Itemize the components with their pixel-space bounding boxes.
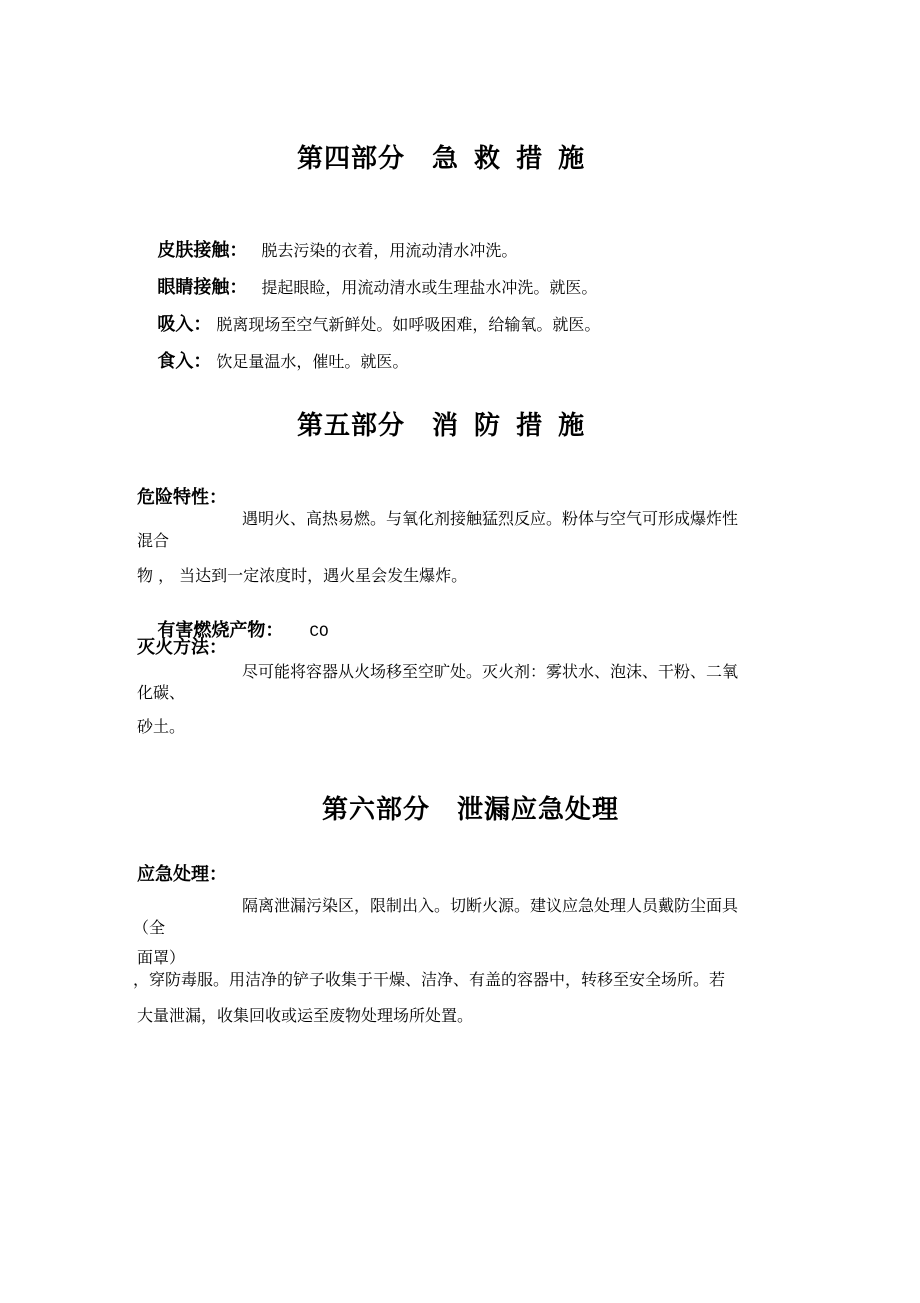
eye-contact-text: 提起眼睑，用流动清水或生理盐水冲洗。就医。 [261, 278, 598, 298]
ingestion-text: 饮足量温水，催吐。就医。 [216, 352, 409, 372]
hazard-characteristics-text-line3: 物 ， 当达到一定浓度时，遇火星会发生爆炸。 [137, 566, 468, 585]
emergency-response-text-line3: 面罩） [137, 948, 186, 967]
skin-contact-label: 皮肤接触： [157, 240, 248, 262]
fire-fighting-methods-text-line3: 砂土。 [137, 717, 186, 736]
hazard-characteristics-text-line1: 遇明火、高热易燃。与氧化剂接触猛烈反应。粉体与空气可形成爆炸性 [242, 509, 739, 528]
hazard-characteristics-text-line2: 混合 [137, 531, 170, 550]
emergency-response-text-line4: ，穿防毒服。用洁净的铲子收集于干燥、洁净、有盖的容器中，转移至安全场所。若 [133, 970, 726, 989]
emergency-response-text-line5: 大量泄漏，收集回收或运至废物处理场所处置。 [137, 1006, 474, 1025]
fire-fighting-methods-text-line2: 化碳、 [137, 683, 186, 702]
harmful-combustion-products-value: CO [309, 623, 329, 642]
inhalation-label: 吸入： [157, 314, 212, 336]
emergency-response-text-line1: 隔离泄漏污染区，限制出入。切断火源。建议应急处理人员戴防尘面具 [242, 896, 739, 915]
emergency-response-text-line2: （全 [133, 918, 166, 937]
section4-title: 第四部分 急 救 措 施 [297, 144, 586, 174]
emergency-response-label: 应急处理： [137, 864, 227, 885]
skin-contact-text: 脱去污染的衣着，用流动清水冲洗。 [261, 241, 518, 261]
eye-contact-label: 眼睛接触： [157, 277, 248, 299]
fire-fighting-methods-text-line1: 尽可能将容器从火场移至空旷处。灭火剂：雾状水、泡沫、干粉、二氧 [242, 662, 739, 681]
section6-title: 第六部分 泄漏应急处理 [322, 795, 620, 825]
hazard-characteristics-label: 危险特性： [137, 487, 227, 508]
section5-title: 第五部分 消 防 措 施 [297, 411, 586, 441]
ingestion-label: 食入： [157, 351, 212, 373]
fire-fighting-methods-label: 灭火方法： [137, 637, 227, 658]
inhalation-text: 脱离现场至空气新鲜处。如呼吸困难，给输氧。就医。 [216, 315, 601, 335]
harmful-combustion-products-label: 有害燃烧产物： [157, 620, 284, 642]
section4-ingestion-line [137, 334, 408, 391]
